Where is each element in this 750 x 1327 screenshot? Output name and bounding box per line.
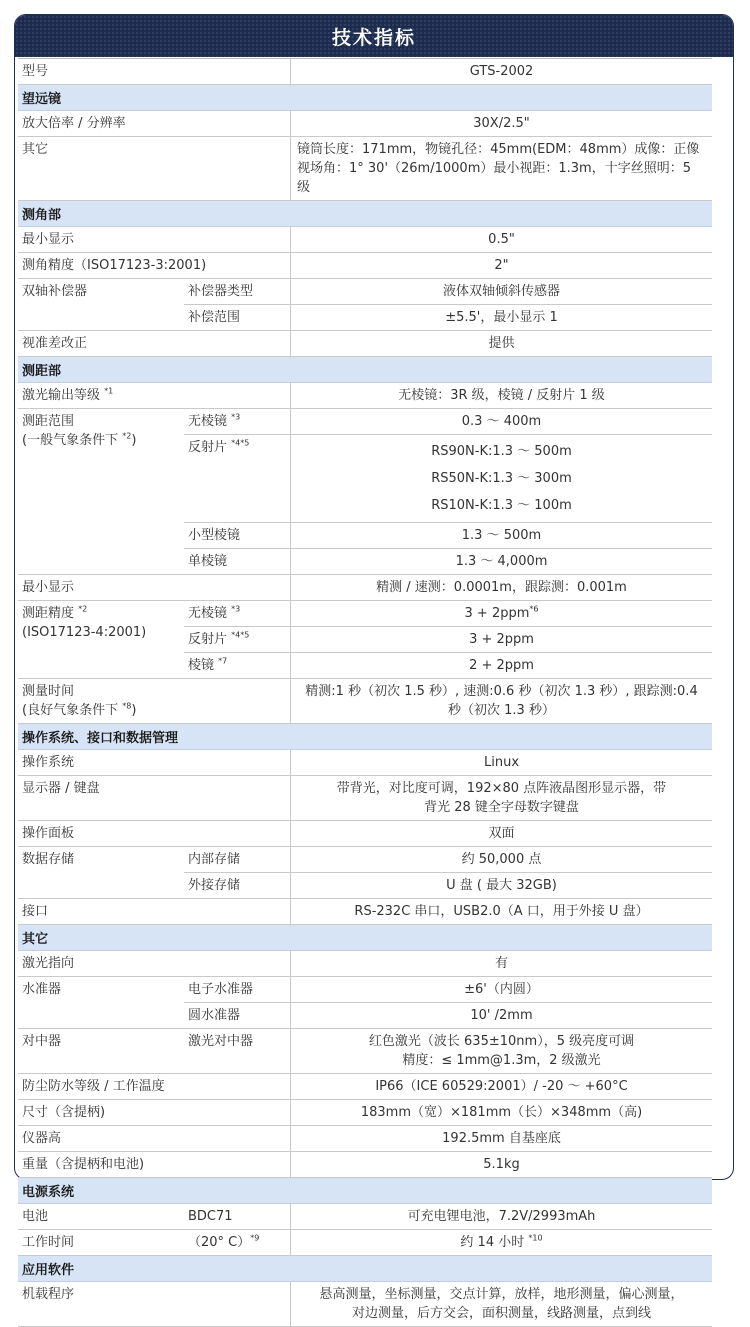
spec-table (18, 58, 712, 1327)
value-battery: 可充电锂电池，7.2V/2993mAh (290, 1204, 712, 1229)
group-distance-accuracy (18, 601, 712, 679)
label-battery-model: BDC71 (188, 1209, 233, 1224)
value-measure-time: 精测:1 秒（初次 1.5 秒）, 速测:0.6 秒（初次 1.3 秒）, 跟踪测:0.4 秒（初次 1.3 秒） (290, 679, 712, 723)
value-plummet: 红色激光（波长 635±10nm），5 级亮度可调 精度：≤ 1mm@1.3m，2 级激光 (290, 1029, 712, 1073)
value-os: Linux (290, 750, 712, 775)
value-interface: RS-232C 串口，USB2.0（A 口，用于外接 U 盘） (290, 899, 712, 924)
value-accuracy-noprism: 3 + 2ppm$^{*6}$ (290, 601, 712, 626)
label-storage-external: 外接存储 (188, 878, 241, 893)
value-angle-accuracy: 2" (290, 253, 712, 278)
value-collimation: 提供 (290, 331, 712, 356)
value-weight: 5.1kg (290, 1152, 712, 1177)
section-telescope: 望远镜 (18, 85, 712, 111)
row-compensator-type (184, 279, 712, 304)
label-compensator-type: 补偿器类型 (188, 284, 254, 299)
label-display: 显示器 / 键盘 (22, 781, 100, 796)
value-range-single: 1.3 ～ 4,000m (290, 549, 712, 574)
value-telescope-other (290, 137, 712, 200)
label-plummet-sub: 激光对中器 (188, 1034, 254, 1049)
row-protection (18, 1074, 712, 1100)
label-weight: 重量（含提柄和电池) (22, 1157, 145, 1172)
label-accuracy-noprism: 无棱镜 $^{*3}$ (188, 604, 241, 621)
label-measure-time: 测量时间 (良好气象条件下 $^{*8}$) (22, 684, 137, 718)
value-compensator-range: ±5.5'，最小显示 1 (290, 305, 712, 330)
label-laser-pointer: 激光指向 (22, 956, 75, 971)
value-panel: 双面 (290, 821, 712, 846)
label-compensator: 双轴补偿器 (22, 284, 88, 299)
row-angle-min-display (18, 227, 712, 253)
row-onboard (18, 1282, 712, 1327)
label-onboard: 机载程序 (22, 1287, 75, 1302)
row-angle-accuracy (18, 253, 712, 279)
row-range-mini (184, 522, 712, 548)
label-protection: 防尘防水等级 / 工作温度 (22, 1079, 165, 1094)
label-height: 仪器高 (22, 1131, 62, 1146)
row-magnification (18, 111, 712, 137)
label-level-electronic: 电子水准器 (188, 982, 254, 997)
range-sheet-rs90: RS90N-K:1.3 ～ 500m (431, 444, 572, 459)
label-model: 型号 (22, 64, 49, 79)
label-level: 水准器 (22, 982, 62, 997)
label-collimation: 视准差改正 (22, 336, 88, 351)
value-laser-class: 无棱镜：3R 级，棱镜 / 反射片 1 级 (290, 383, 712, 408)
value-range-noprism: 0.3 ～ 400m (290, 409, 712, 434)
label-compensator-range: 补偿范围 (188, 310, 241, 325)
value-laser-pointer: 有 (290, 951, 712, 976)
label-os: 操作系统 (22, 755, 75, 770)
value-magnification: 30X/2.5" (290, 111, 712, 136)
section-other: 其它 (18, 925, 712, 951)
row-collimation (18, 331, 712, 357)
label-interface: 接口 (22, 904, 49, 919)
row-panel (18, 821, 712, 847)
label-range-sheet: 反射片 $^{*4*5}$ (188, 438, 250, 455)
row-level-circular (184, 1002, 712, 1028)
row-range-sheet (184, 434, 712, 522)
row-storage-internal (184, 847, 712, 872)
row-accuracy-prism (184, 652, 712, 678)
row-os (18, 750, 712, 776)
label-level-circular: 圆水准器 (188, 1008, 241, 1023)
header-banner (15, 15, 733, 57)
row-accuracy-noprism (184, 601, 712, 626)
row-work-time (18, 1230, 712, 1256)
value-height: 192.5mm 自基座底 (290, 1126, 712, 1151)
label-plummet: 对中器 (22, 1034, 62, 1049)
label-angle-accuracy: 测角精度（ISO17123-3:2001) (22, 258, 207, 273)
section-angle: 测角部 (18, 201, 712, 227)
row-telescope-other (18, 137, 712, 201)
row-accuracy-sheet (184, 626, 712, 652)
row-laser-class (18, 383, 712, 409)
value-distance-min-display: 精测 / 速测：0.0001m，跟踪测：0.001m (290, 575, 712, 600)
label-work-time: 工作时间 (22, 1235, 75, 1250)
label-accuracy-sheet: 反射片 $^{*4*5}$ (188, 630, 250, 647)
label-panel: 操作面板 (22, 826, 75, 841)
value-angle-min-display: 0.5" (290, 227, 712, 252)
section-distance: 测距部 (18, 357, 712, 383)
label-size: 尺寸（含提柄) (22, 1105, 106, 1120)
section-power: 电源系统 (18, 1178, 712, 1204)
value-level-electronic: ±6'（内圆） (290, 977, 712, 1002)
row-height (18, 1126, 712, 1152)
group-compensator (18, 279, 712, 331)
row-compensator-range (184, 304, 712, 330)
label-storage-internal: 内部存储 (188, 852, 241, 867)
telescope-other-line2: 视场角：1° 30'（26m/1000m）最小视距：1.3m，十字丝照明：5 级 (297, 161, 691, 195)
value-storage-internal: 约 50,000 点 (290, 847, 712, 872)
value-work-time: 约 14 小时 $^{*10}$ (290, 1230, 712, 1255)
row-weight (18, 1152, 712, 1178)
label-laser-class: 激光输出等级 $^{*1}$ (22, 386, 114, 403)
label-accuracy-prism: 棱镜 $^{*7}$ (188, 656, 228, 673)
row-laser-pointer (18, 951, 712, 977)
label-range-noprism: 无棱镜 $^{*3}$ (188, 412, 241, 429)
value-model: GTS-2002 (290, 59, 712, 84)
value-storage-external: U 盘 ( 最大 32GB) (290, 873, 712, 898)
label-storage: 数据存储 (22, 852, 75, 867)
section-software: 应用软件 (18, 1256, 712, 1282)
row-model (18, 58, 712, 85)
label-distance-min-display: 最小显示 (22, 580, 75, 595)
row-size (18, 1100, 712, 1126)
row-measure-time (18, 679, 712, 724)
label-range-single: 单棱镜 (188, 554, 228, 569)
row-battery (18, 1204, 712, 1230)
value-accuracy-sheet: 3 + 2ppm (290, 627, 712, 652)
value-size: 183mm（宽）×181mm（长）×348mm（高) (290, 1100, 712, 1125)
label-range-mini: 小型棱镜 (188, 528, 241, 543)
row-distance-min-display (18, 575, 712, 601)
group-storage (18, 847, 712, 899)
label-work-time-temp: （20° C）$^{*9}$ (188, 1233, 260, 1250)
row-plummet (18, 1029, 712, 1074)
label-telescope-other: 其它 (22, 142, 49, 157)
value-accuracy-prism: 2 + 2ppm (290, 653, 712, 678)
row-storage-external (184, 872, 712, 898)
value-onboard: 悬高测量，坐标测量，交点计算，放样，地形测量，偏心测量， 对边测量，后方交会，面积测量，线路测量，点到线 (290, 1282, 712, 1326)
label-battery: 电池 (22, 1209, 49, 1224)
group-distance-range (18, 409, 712, 575)
row-interface (18, 899, 712, 925)
row-range-single (184, 548, 712, 574)
value-protection: IP66（ICE 60529:2001）/ -20 ～ +60°C (290, 1074, 712, 1099)
range-sheet-rs50: RS50N-K:1.3 ～ 300m (431, 471, 572, 486)
value-compensator-type: 液体双轴倾斜传感器 (290, 279, 712, 304)
telescope-other-line1: 镜筒长度：171mm，物镜孔径：45mm(EDM：48mm）成像：正像 (297, 142, 700, 157)
value-level-circular: 10' /2mm (290, 1003, 712, 1028)
page-title: 技术指标 (331, 26, 416, 49)
label-distance-accuracy: 测距精度 $^{*2}$ (ISO17123-4:2001) (22, 604, 147, 640)
row-range-noprism (184, 409, 712, 434)
row-level-electronic (184, 977, 712, 1002)
range-sheet-rs10: RS10N-K:1.3 ～ 100m (431, 498, 572, 513)
label-magnification: 放大倍率 / 分辨率 (22, 116, 126, 131)
row-display (18, 776, 712, 821)
label-angle-min-display: 最小显示 (22, 232, 75, 247)
section-system: 操作系统、接口和数据管理 (18, 724, 712, 750)
value-display: 带背光，对比度可调，192×80 点阵液晶图形显示器，带 背光 28 键全字母数字键盘 (290, 776, 712, 820)
group-level (18, 977, 712, 1029)
value-range-sheet (290, 435, 712, 522)
value-range-mini: 1.3 ～ 500m (290, 523, 712, 548)
label-distance-range: 测距范围 (一般气象条件下 $^{*2}$) (22, 414, 137, 448)
